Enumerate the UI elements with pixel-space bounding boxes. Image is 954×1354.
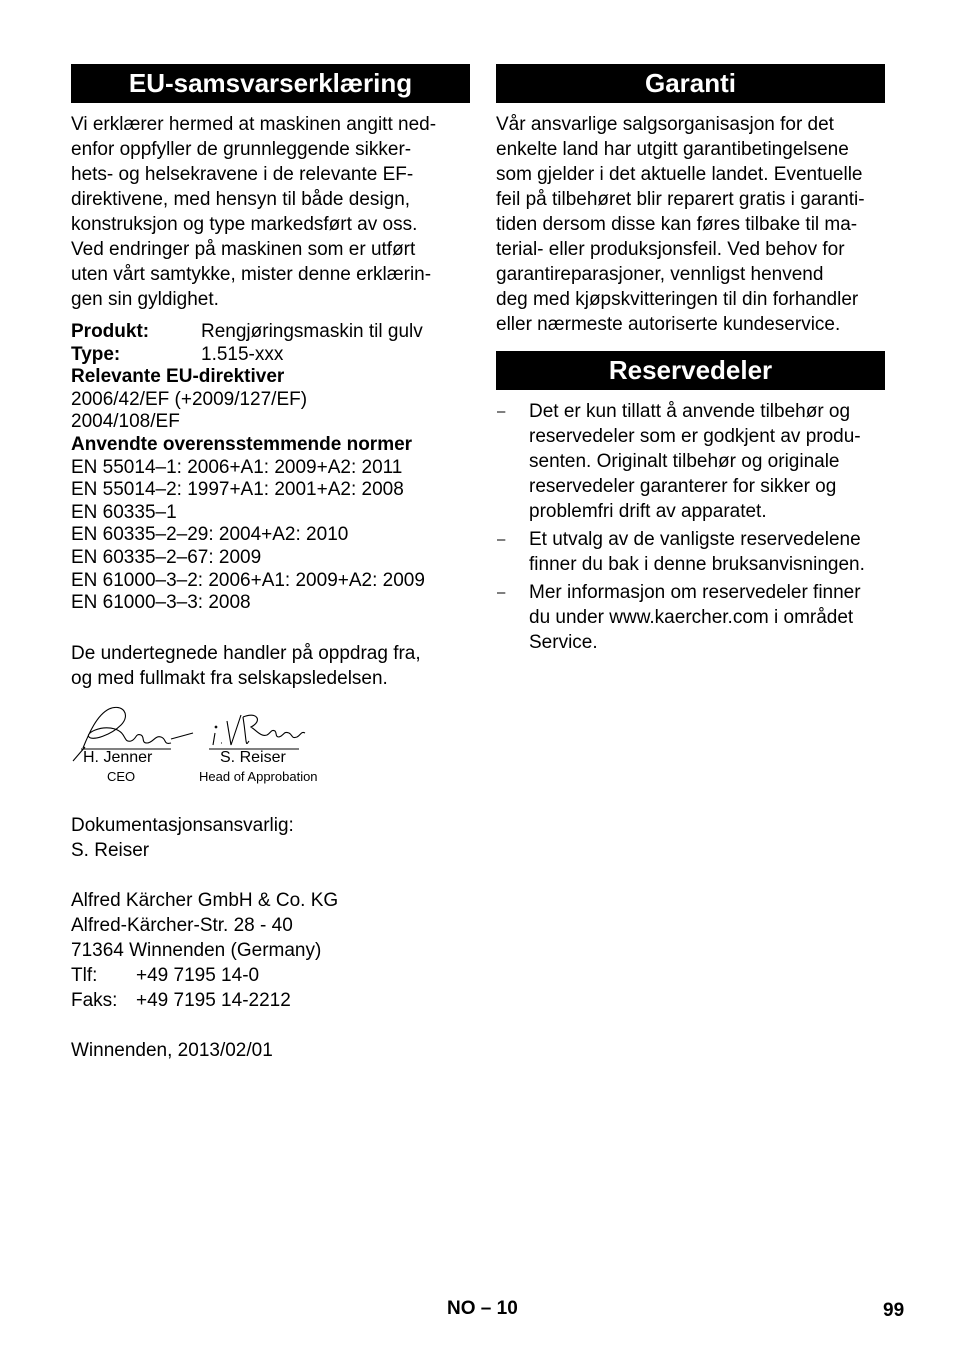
norms-heading: Anvendte overensstemmende normer xyxy=(71,433,413,455)
norm-line: EN 61000–3–3: 2008 xyxy=(71,592,251,614)
list-item-line: senten. Originalt tilbehør og originale xyxy=(529,451,840,472)
list-item-line: – Det er kun tillatt å anvende tilbehør og xyxy=(529,401,851,422)
norm-line: EN 55014–1: 2006+A1: 2009+A2: 2011 xyxy=(71,456,403,478)
guarantee-line: feil på tilbehøret blir reparert gratis i garanti- xyxy=(496,189,865,210)
guarantee-line: deg med kjøpskvitteringen til din forhandler xyxy=(496,289,859,310)
fax-value: +49 7195 14-2212 xyxy=(136,989,291,1011)
spare-parts-heading: Reservedeler xyxy=(496,351,885,390)
list-item-line: problemfri drift av apparatet. xyxy=(529,501,767,522)
phone-label: Tlf: xyxy=(71,964,98,986)
address-line: Alfred Kärcher GmbH & Co. KG xyxy=(71,889,339,911)
guarantee-line: Vår ansvarlige salgsorganisasjon for det xyxy=(496,114,834,135)
place-date: Winnenden, 2013/02/01 xyxy=(71,1039,273,1061)
intro-line: enfor oppfyller de grunnleggende sikker- xyxy=(71,139,412,160)
norm-line: EN 60335–2–67: 2009 xyxy=(71,546,262,568)
list-item-line: – Et utvalg av de vanligste reservedelene xyxy=(529,529,861,550)
intro-line: Ved endringer på maskinen som er utført xyxy=(71,239,416,260)
product-value: Rengjøringsmaskin til gulv xyxy=(201,321,423,342)
address-line: Alfred-Kärcher-Str. 28 - 40 xyxy=(71,914,293,936)
type-value: 1.515-xxx xyxy=(201,343,284,365)
signer2-title: Head of Approbation xyxy=(199,768,318,784)
list-item-line: reservedeler som er godkjent av produ- xyxy=(529,426,861,447)
footer-section-number: NO – 10 xyxy=(447,1298,518,1319)
guarantee-line: enkelte land har utgitt garantibetingelsene xyxy=(496,139,849,160)
guarantee-heading: Garanti xyxy=(496,64,885,103)
intro-line: direktivene, med hensyn til både design, xyxy=(71,189,411,210)
declaration-heading: EU-samsvarserklæring xyxy=(71,64,470,103)
address-line: 71364 Winnenden (Germany) xyxy=(71,939,322,961)
right-column xyxy=(496,64,885,658)
directive-line: 2004/108/EF xyxy=(71,411,180,433)
fax-row xyxy=(71,988,470,1013)
intro-line: gen sin gyldighet. xyxy=(71,289,219,310)
type-row xyxy=(71,344,470,367)
intro-line: Vi erklærer hermed at maskinen angitt ned- xyxy=(71,114,437,135)
product-label: Produkt: xyxy=(71,321,150,342)
footer-page-number: 99 xyxy=(883,1300,905,1321)
list-item-line: Service. xyxy=(529,632,598,653)
intro-line: konstruksjon og type markedsført av oss. xyxy=(71,214,418,235)
documentation-responsible xyxy=(71,813,470,863)
left-column xyxy=(71,64,470,1063)
signer1-title: CEO xyxy=(107,768,136,784)
phone-value: +49 7195 14-0 xyxy=(136,964,260,986)
norm-line: EN 60335–1 xyxy=(71,501,177,523)
norm-line: EN 55014–2: 1997+A1: 2001+A2: 2008 xyxy=(71,479,404,501)
list-item-line: du under www.kaercher.com i området xyxy=(529,607,854,628)
spacer xyxy=(71,1013,470,1038)
signer1-name: H. Jenner xyxy=(83,748,153,766)
list-item-line: finner du bak i denne bruksanvisningen. xyxy=(529,554,865,575)
mandate-line: De undertegnede handler på oppdrag fra, xyxy=(71,642,421,664)
list-item-line: reservedeler garanterer for sikker og xyxy=(529,476,837,497)
guarantee-line: terial- eller produksjonsfeil. Ved behov for xyxy=(496,239,845,260)
directives-heading: Relevante EU-direktiver xyxy=(71,366,285,388)
list-item xyxy=(496,399,885,524)
type-label: Type: xyxy=(71,343,121,365)
directive-line: 2006/42/EF (+2009/127/EF) xyxy=(71,388,308,410)
guarantee-line: som gjelder i det aktuelle landet. Eventuelle xyxy=(496,164,863,185)
product-row xyxy=(71,321,470,344)
spacer xyxy=(71,615,470,641)
phone-row xyxy=(71,963,470,988)
guarantee-text xyxy=(496,112,885,337)
intro-line: hets- og helsekravene i de relevante EF- xyxy=(71,164,414,185)
declaration-intro xyxy=(71,112,470,312)
mandate-text xyxy=(71,641,470,691)
norm-line: EN 60335–2–29: 2004+A2: 2010 xyxy=(71,524,349,546)
fax-label: Faks: xyxy=(71,989,118,1011)
guarantee-line: tiden dersom disse kan føres tilbake til ma- xyxy=(496,214,858,235)
norm-line: EN 61000–3–2: 2006+A1: 2009+A2: 2009 xyxy=(71,569,425,591)
list-item-line: – Mer informasjon om reservedeler finner xyxy=(529,582,861,603)
list-item xyxy=(496,580,885,655)
signature-s-reiser-icon xyxy=(209,715,305,749)
guarantee-line: eller nærmeste autoriserte kundeservice. xyxy=(496,314,841,335)
doc-line: Dokumentasjonsansvarlig: xyxy=(71,814,294,836)
doc-line: S. Reiser xyxy=(71,839,150,861)
spare-parts-list xyxy=(496,399,885,655)
product-block xyxy=(71,321,470,615)
intro-line: uten vårt samtykke, mister denne erklærin- xyxy=(71,264,432,285)
list-item xyxy=(496,527,885,577)
signer2-name: S. Reiser xyxy=(220,748,286,766)
guarantee-line: garantireparasjoner, vennligst henvend xyxy=(496,264,824,285)
spacer xyxy=(71,863,470,888)
signature-block xyxy=(71,703,470,813)
company-address xyxy=(71,888,470,1013)
mandate-line: og med fullmakt fra selskapsledelsen. xyxy=(71,667,388,689)
